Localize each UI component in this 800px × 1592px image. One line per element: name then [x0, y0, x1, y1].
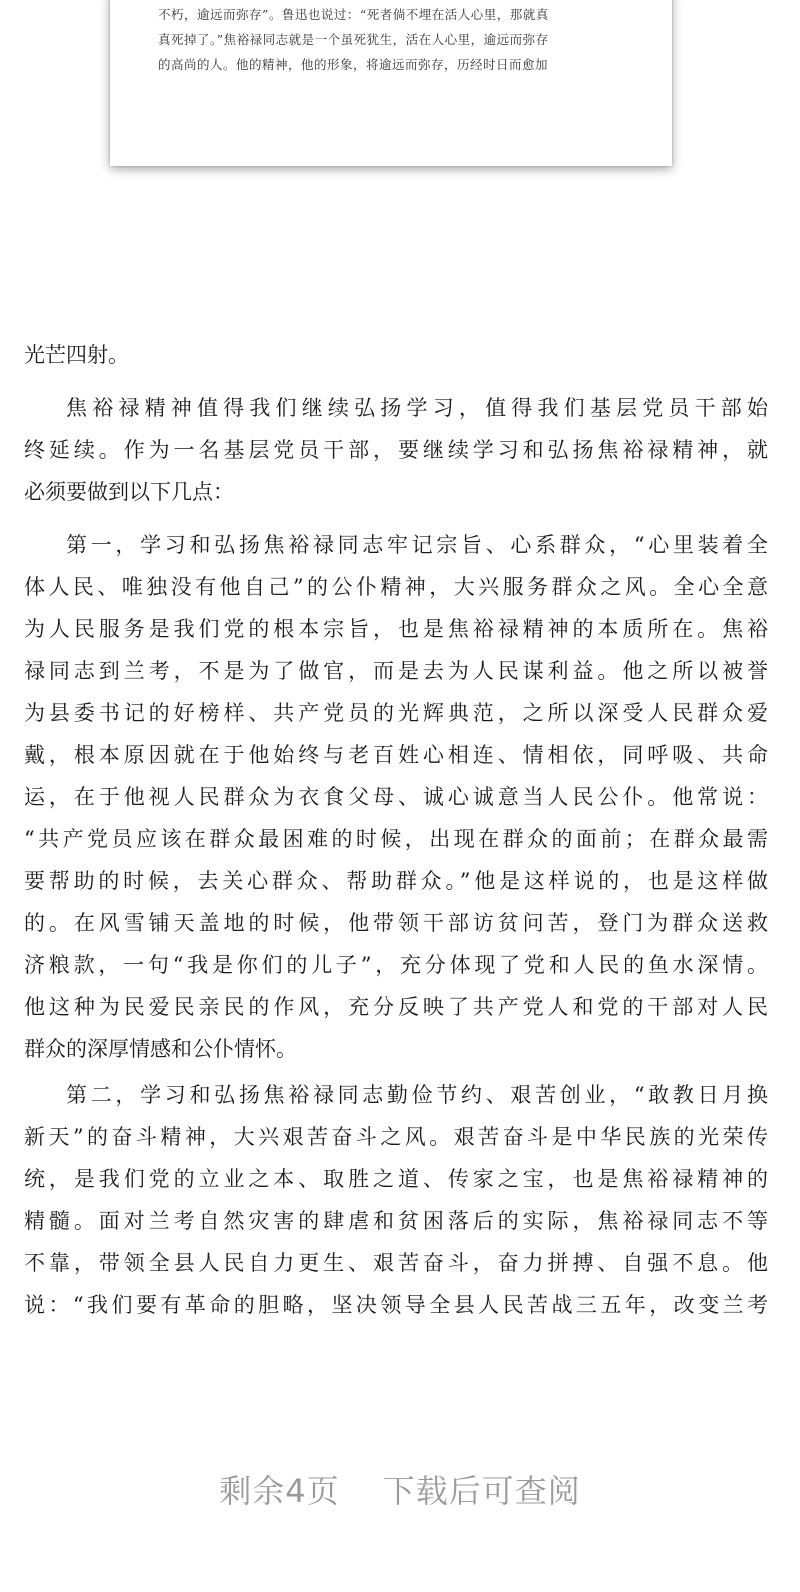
paragraph-line: 第一，学习和弘扬焦裕禄同志牢记宗旨、心系群众，“心里装着全: [66, 533, 768, 557]
preview-card: [110, 0, 672, 166]
paragraph-line: 统，是我们党的立业之本、取胜之道、传家之宝，也是焦裕禄精神的: [24, 1167, 768, 1191]
paragraph-line: 济粮款，一句“我是你们的儿子”，充分体现了党和人民的鱼水深情。: [24, 953, 768, 977]
document-body: [24, 334, 768, 1326]
paragraph-line: 戴，根本原因就在于他始终与老百姓心相连、情相依，同呼吸、共命: [24, 743, 768, 767]
paragraph-line: “共产党员应该在群众最困难的时候，出现在群众的面前；在群众最需: [24, 827, 768, 851]
paragraph-line: 群众的深厚情感和公仆情怀。: [24, 1037, 297, 1061]
paragraph-line: 必须要做到以下几点：: [24, 480, 234, 504]
preview-line: 真死掉了。”焦裕禄同志就是一个虽死犹生，活在人心里，逾远而弥存: [158, 32, 549, 47]
paragraph-line: 不靠，带领全县人民自力更生、艰苦奋斗，奋力拼搏、自强不息。他: [24, 1251, 768, 1275]
paragraph-line: 光芒四射。: [24, 343, 129, 367]
paragraph-line: 的。在风雪铺天盖地的时候，他带领干部访贫问苦，登门为群众送救: [24, 911, 768, 935]
paragraph-line: 运，在于他视人民群众为衣食父母、诚心诚意当人民公仆。他常说：: [24, 785, 768, 809]
paragraph-line: 禄同志到兰考，不是为了做官，而是去为人民谋利益。他之所以被誉: [24, 659, 768, 683]
paragraph-line: 精髓。面对兰考自然灾害的肆虐和贫困落后的实际，焦裕禄同志不等: [24, 1209, 768, 1233]
paragraph-line: 他这种为民爱民亲民的作风，充分反映了共产党人和党的干部对人民: [24, 995, 768, 1019]
paragraph-line: 为人民服务是我们党的根本宗旨，也是焦裕禄精神的本质所在。焦裕: [24, 617, 768, 641]
preview-text: [158, 2, 634, 77]
paragraph-line: 为县委书记的好榜样、共产党员的光辉典范，之所以深受人民群众爱: [24, 701, 768, 725]
remaining-pages-label: 剩余4页: [219, 1472, 340, 1510]
paragraph-line: 焦裕禄精神值得我们继续弘扬学习，值得我们基层党员干部始: [66, 396, 768, 420]
download-prompt[interactable]: [0, 1466, 800, 1512]
paragraph-line: 要帮助的时候，去关心群众、帮助群众。”他是这样说的，也是这样做: [24, 869, 768, 893]
download-to-view-label: 下载后可查阅: [382, 1472, 581, 1510]
preview-line: 不朽，逾远而弥存”。鲁迅也说过：“死者倘不埋在活人心里，那就真: [158, 7, 549, 22]
preview-line: 的高尚的人。他的精神，他的形象，将逾远而弥存，历经时日而愈加: [158, 57, 549, 72]
paragraph-line: 新天”的奋斗精神，大兴艰苦奋斗之风。艰苦奋斗是中华民族的光荣传: [24, 1125, 768, 1149]
paragraph-line: 体人民、唯独没有他自己”的公仆精神，大兴服务群众之风。全心全意: [24, 575, 768, 599]
paragraph-line: 终延续。作为一名基层党员干部，要继续学习和弘扬焦裕禄精神，就: [24, 438, 768, 462]
paragraph-line: 第二，学习和弘扬焦裕禄同志勤俭节约、艰苦创业，“敢教日月换: [66, 1083, 768, 1107]
paragraph-line: 说：“我们要有革命的胆略，坚决领导全县人民苦战三五年，改变兰考: [24, 1293, 768, 1317]
